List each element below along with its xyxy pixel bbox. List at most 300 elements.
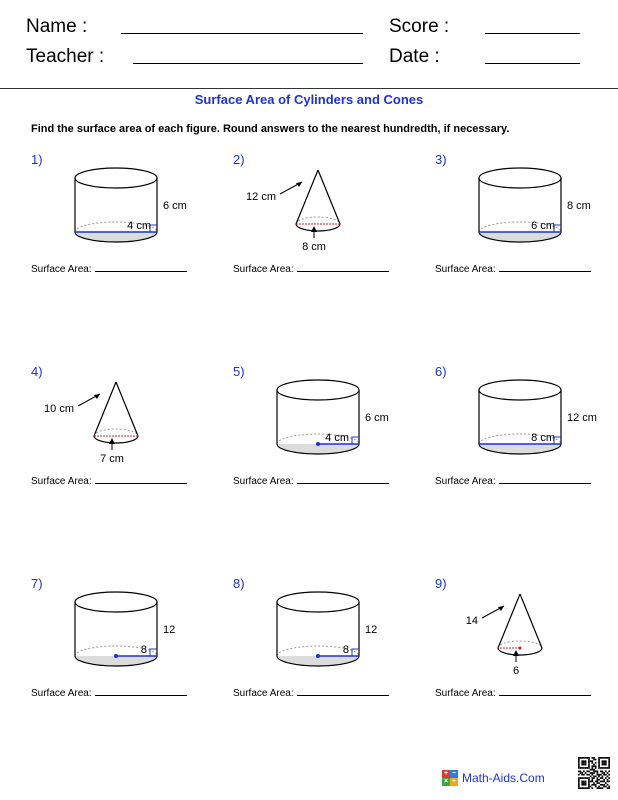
qr-module (585, 757, 587, 759)
qr-module (595, 767, 597, 769)
qr-module (585, 787, 587, 789)
qr-module (595, 759, 597, 761)
qr-module (595, 784, 597, 786)
qr-module (583, 770, 585, 772)
qr-module (583, 782, 585, 784)
cone-hidden-edge (94, 429, 138, 436)
qr-module (578, 759, 580, 761)
qr-module (607, 781, 609, 783)
qr-module (591, 772, 593, 774)
qr-module (608, 757, 610, 759)
base-label: 6 (512, 665, 520, 677)
qr-module (586, 757, 588, 759)
qr-module (586, 777, 588, 779)
height-label: 10 cm (44, 403, 74, 415)
qr-module (602, 757, 604, 759)
qr-module (591, 781, 593, 783)
qr-module (590, 786, 592, 788)
qr-module (578, 764, 580, 766)
center-point (316, 654, 320, 658)
cylinder-base-fill (75, 232, 157, 242)
height-label: 8 cm (567, 200, 591, 212)
answer-row (435, 474, 591, 487)
qr-module (608, 781, 610, 783)
qr-module (605, 774, 607, 776)
qr-module (597, 770, 599, 772)
cylinder-figure (445, 158, 605, 258)
qr-module (588, 770, 590, 772)
qr-module (586, 774, 588, 776)
cone-base-edge (296, 224, 340, 231)
qr-module (602, 770, 604, 772)
qr-module (591, 769, 593, 771)
problem-number: 7) (31, 576, 43, 591)
qr-module (595, 781, 597, 783)
right-angle-marker (150, 225, 157, 232)
right-angle-marker (352, 437, 359, 444)
surface-area-label: Surface Area: (31, 264, 92, 275)
qr-module (598, 757, 600, 759)
qr-module (608, 767, 610, 769)
qr-module (583, 760, 585, 762)
answer-blank[interactable] (297, 474, 389, 484)
qr-module (590, 772, 592, 774)
qr-module (591, 757, 593, 759)
logo-cell: + (443, 770, 449, 777)
answer-blank[interactable] (499, 474, 591, 484)
qr-module (578, 760, 580, 762)
qr-module (600, 787, 602, 789)
problem-number: 5) (233, 364, 245, 379)
qr-module (608, 762, 610, 764)
qr-module (598, 759, 600, 761)
qr-module (603, 760, 605, 762)
qr-module (603, 784, 605, 786)
qr-module (593, 784, 595, 786)
qr-module (605, 782, 607, 784)
answer-blank[interactable] (499, 262, 591, 272)
center-point (519, 647, 522, 650)
qr-module (578, 786, 580, 788)
qr-module (597, 772, 599, 774)
problem-number: 9) (435, 576, 447, 591)
height-label: 6 cm (163, 200, 187, 212)
qr-module (578, 782, 580, 784)
qr-module (607, 779, 609, 781)
qr-module (603, 779, 605, 781)
qr-module (585, 767, 587, 769)
height-label: 12 (163, 624, 176, 636)
teacher-field[interactable] (133, 63, 363, 64)
cone-figure (445, 582, 605, 682)
qr-module (595, 770, 597, 772)
cylinder-figure (445, 370, 605, 470)
cone-figure (41, 370, 201, 470)
center-point (316, 442, 320, 446)
qr-module (598, 786, 600, 788)
qr-module (605, 767, 607, 769)
name-label: Name : (26, 16, 88, 37)
worksheet-title: Surface Area of Cylinders and Cones (194, 92, 424, 107)
qr-module (585, 782, 587, 784)
qr-module (583, 767, 585, 769)
qr-module (608, 777, 610, 779)
problem-number: 2) (233, 152, 245, 167)
qr-module (590, 781, 592, 783)
qr-module (578, 767, 580, 769)
qr-module (578, 781, 580, 783)
teacher-label: Teacher : (26, 46, 105, 67)
footer-brand (442, 767, 545, 789)
qr-module (586, 787, 588, 789)
qr-module (578, 779, 580, 781)
qr-module (595, 786, 597, 788)
qr-module (583, 787, 585, 789)
qr-module (580, 767, 582, 769)
height-label: 12 (365, 624, 378, 636)
qr-module (585, 784, 587, 786)
logo-cell: − (451, 770, 457, 777)
qr-module (580, 757, 582, 759)
problem-number: 3) (435, 152, 447, 167)
qr-module (607, 784, 609, 786)
qr-module (603, 781, 605, 783)
qr-module (593, 759, 595, 761)
center-point (114, 654, 118, 658)
qr-module (580, 770, 582, 772)
qr-module (588, 762, 590, 764)
cone-figure (243, 158, 403, 258)
qr-module (597, 777, 599, 779)
qr-module (603, 757, 605, 759)
qr-module (607, 757, 609, 759)
logo-cell: ÷ (450, 778, 458, 786)
answer-row (31, 686, 187, 699)
answer-row (233, 474, 389, 487)
qr-module (588, 784, 590, 786)
qr-module (605, 762, 607, 764)
qr-module (591, 774, 593, 776)
qr-module (605, 760, 607, 762)
qr-module (598, 765, 600, 767)
cylinder-top (479, 380, 561, 400)
cone-side-left (94, 382, 116, 436)
qr-module (581, 787, 583, 789)
cone-base-edge (94, 436, 138, 443)
qr-code-icon (578, 757, 610, 789)
qr-module (608, 786, 610, 788)
qr-module (598, 776, 600, 778)
qr-module (603, 772, 605, 774)
qr-module (608, 759, 610, 761)
qr-module (597, 781, 599, 783)
qr-module (607, 772, 609, 774)
qr-module (583, 774, 585, 776)
qr-module (578, 762, 580, 764)
qr-module (585, 760, 587, 762)
qr-module (590, 760, 592, 762)
qr-module (605, 770, 607, 772)
cylinder-top (277, 380, 359, 400)
surface-area-label: Surface Area: (233, 688, 294, 699)
qr-module (581, 772, 583, 774)
qr-module (602, 767, 604, 769)
qr-module (607, 787, 609, 789)
qr-module (588, 786, 590, 788)
base-label: 8 (342, 644, 349, 656)
answer-row (31, 262, 187, 275)
answer-blank[interactable] (297, 686, 389, 696)
qr-module (597, 782, 599, 784)
qr-module (588, 765, 590, 767)
qr-module (608, 765, 610, 767)
surface-area-label: Surface Area: (435, 264, 496, 275)
qr-module (583, 784, 585, 786)
qr-module (593, 757, 595, 759)
height-label: 14 (465, 615, 478, 627)
qr-module (598, 779, 600, 781)
right-angle-marker (150, 649, 157, 656)
qr-module (588, 782, 590, 784)
qr-module (603, 764, 605, 766)
qr-module (603, 767, 605, 769)
qr-module (578, 770, 580, 772)
footer-brand-name: Math-Aids.Com (462, 771, 545, 785)
height-label: 6 cm (365, 412, 389, 424)
qr-module (591, 777, 593, 779)
answer-blank[interactable] (297, 262, 389, 272)
qr-module (593, 772, 595, 774)
qr-module (591, 767, 593, 769)
qr-module (591, 762, 593, 764)
qr-module (580, 777, 582, 779)
instructions: Find the surface area of each figure. Round answers to the nearest hundredth, if necessary. (31, 123, 510, 135)
qr-module (588, 777, 590, 779)
cylinder-top (277, 592, 359, 612)
qr-module (591, 760, 593, 762)
right-angle-marker (554, 437, 561, 444)
qr-module (605, 757, 607, 759)
qr-module (598, 787, 600, 789)
answer-row (31, 474, 187, 487)
cone-hidden-edge (296, 217, 340, 224)
qr-module (595, 765, 597, 767)
qr-module (602, 760, 604, 762)
right-angle-marker (352, 649, 359, 656)
logo-cell: × (443, 778, 449, 785)
cone-side-left (296, 170, 318, 224)
qr-module (588, 757, 590, 759)
answer-row (435, 686, 591, 699)
base-label: 8 (140, 644, 147, 656)
qr-module (585, 777, 587, 779)
qr-module (593, 764, 595, 766)
qr-module (600, 777, 602, 779)
qr-module (591, 784, 593, 786)
qr-module (588, 779, 590, 781)
qr-module (598, 767, 600, 769)
qr-module (585, 772, 587, 774)
qr-module (598, 762, 600, 764)
qr-module (588, 759, 590, 761)
qr-module (593, 765, 595, 767)
base-label: 7 cm (100, 453, 124, 465)
qr-module (590, 776, 592, 778)
answer-blank[interactable] (95, 262, 187, 272)
qr-module (585, 762, 587, 764)
qr-module (593, 777, 595, 779)
qr-module (586, 770, 588, 772)
answer-blank[interactable] (95, 686, 187, 696)
cone-side-right (116, 382, 138, 436)
base-label: 8 cm (302, 241, 326, 253)
qr-module (602, 764, 604, 766)
answer-row (233, 686, 389, 699)
qr-module (603, 786, 605, 788)
qr-module (585, 764, 587, 766)
qr-module (600, 784, 602, 786)
answer-row (435, 262, 591, 275)
math-aids-logo-icon (442, 770, 458, 786)
qr-module (608, 760, 610, 762)
qr-module (581, 782, 583, 784)
qr-module (598, 782, 600, 784)
problem-number: 6) (435, 364, 447, 379)
qr-module (608, 774, 610, 776)
qr-module (586, 767, 588, 769)
answer-blank[interactable] (499, 686, 591, 696)
cylinder-base-fill (479, 232, 561, 242)
qr-module (608, 770, 610, 772)
name-field[interactable] (121, 33, 363, 34)
score-label: Score : (389, 16, 450, 37)
qr-module (578, 787, 580, 789)
height-label: 12 cm (246, 191, 276, 203)
surface-area-label: Surface Area: (233, 476, 294, 487)
qr-module (603, 774, 605, 776)
qr-module (581, 764, 583, 766)
qr-module (580, 772, 582, 774)
qr-module (578, 765, 580, 767)
qr-module (593, 770, 595, 772)
problem-number: 1) (31, 152, 43, 167)
qr-module (581, 774, 583, 776)
cone-side-right (520, 594, 542, 648)
qr-module (581, 767, 583, 769)
date-field[interactable] (485, 63, 580, 64)
answer-row (233, 262, 389, 275)
qr-module (608, 787, 610, 789)
qr-module (598, 760, 600, 762)
date-label: Date : (389, 46, 440, 67)
base-label: 4 cm (325, 432, 349, 444)
qr-module (598, 774, 600, 776)
qr-module (597, 787, 599, 789)
surface-area-label: Surface Area: (31, 688, 92, 699)
qr-module (605, 777, 607, 779)
qr-module (595, 762, 597, 764)
qr-module (593, 776, 595, 778)
qr-module (581, 784, 583, 786)
qr-module (578, 774, 580, 776)
qr-module (581, 757, 583, 759)
base-label: 4 cm (127, 220, 151, 232)
cylinder-figure (243, 582, 403, 682)
qr-module (588, 781, 590, 783)
header-divider (0, 88, 618, 89)
qr-module (578, 784, 580, 786)
qr-module (598, 764, 600, 766)
surface-area-label: Surface Area: (435, 476, 496, 487)
qr-module (597, 779, 599, 781)
qr-module (588, 760, 590, 762)
qr-module (581, 762, 583, 764)
qr-module (593, 782, 595, 784)
qr-module (578, 757, 580, 759)
base-label: 8 cm (531, 432, 555, 444)
problem-number: 8) (233, 576, 245, 591)
cylinder-base-fill (479, 444, 561, 454)
problem-number: 4) (31, 364, 43, 379)
qr-module (581, 760, 583, 762)
qr-module (600, 770, 602, 772)
qr-module (585, 781, 587, 783)
answer-blank[interactable] (95, 474, 187, 484)
qr-module (607, 776, 609, 778)
qr-module (600, 781, 602, 783)
qr-module (588, 767, 590, 769)
qr-module (597, 774, 599, 776)
qr-module (602, 784, 604, 786)
qr-module (583, 777, 585, 779)
score-field[interactable] (485, 33, 580, 34)
qr-module (588, 787, 590, 789)
qr-module (602, 781, 604, 783)
qr-module (600, 767, 602, 769)
qr-module (583, 757, 585, 759)
right-angle-marker (554, 225, 561, 232)
qr-module (602, 776, 604, 778)
qr-module (591, 779, 593, 781)
base-label: 6 cm (531, 220, 555, 232)
cylinder-figure (41, 158, 201, 258)
surface-area-label: Surface Area: (31, 476, 92, 487)
qr-module (593, 769, 595, 771)
qr-module (583, 762, 585, 764)
qr-module (591, 787, 593, 789)
qr-module (581, 777, 583, 779)
qr-module (607, 767, 609, 769)
qr-module (590, 769, 592, 771)
qr-module (600, 757, 602, 759)
qr-module (608, 764, 610, 766)
qr-module (588, 774, 590, 776)
qr-module (600, 774, 602, 776)
qr-module (583, 764, 585, 766)
qr-module (578, 777, 580, 779)
qr-module (583, 781, 585, 783)
qr-module (603, 762, 605, 764)
cylinder-figure (41, 582, 201, 682)
qr-module (602, 772, 604, 774)
cylinder-top (479, 168, 561, 188)
qr-module (605, 786, 607, 788)
qr-module (605, 764, 607, 766)
height-label: 12 cm (567, 412, 597, 424)
cone-side-left (498, 594, 520, 648)
qr-module (588, 764, 590, 766)
surface-area-label: Surface Area: (233, 264, 294, 275)
